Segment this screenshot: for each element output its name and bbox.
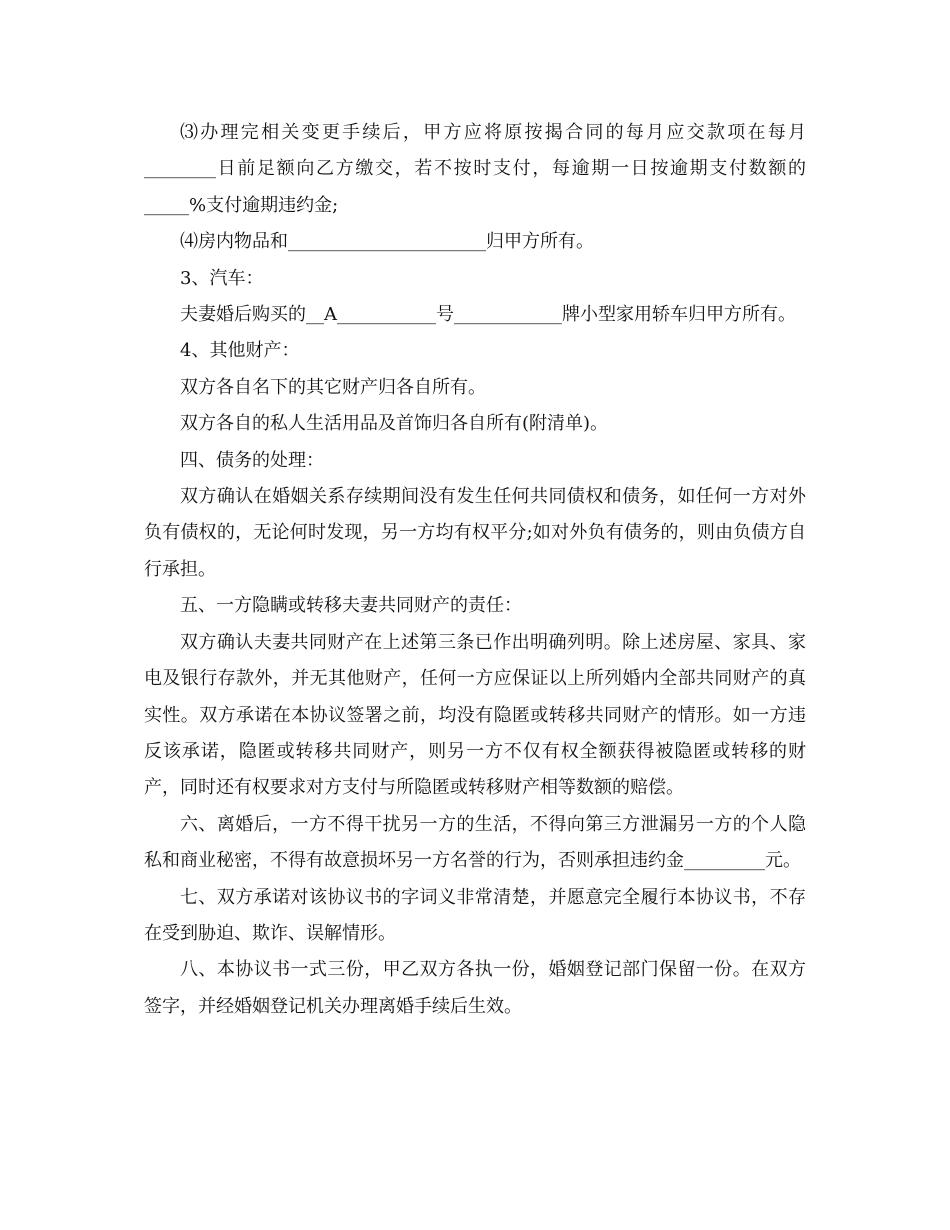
- document-body: [144, 115, 806, 1025]
- paragraph-concealment-clause: 双方确认夫妻共同财产在上述第三条已作出明确列明。除上述房屋、家具、家电及银行存款外，并无其他财产，任何一方应保证以上所列婚内全部共同财产的真实性。双方承诺在本协议签署之前，均没有隐匿或转移共同财产的情形。如一方违反该承诺，隐匿或转移共同财产，则另一方不仅有权全额获得被隐匿或转移的财产，同时还有权要求对方支付与所隐匿或转移财产相等数额的赔偿。: [144, 631, 806, 799]
- paragraph-other-property-heading: 4、其他财产：: [180, 340, 300, 362]
- paragraph-other-property-1: 双方各自名下的其它财产归各自所有。: [180, 376, 486, 398]
- paragraph-debt-heading: 四、债务的处理：: [180, 449, 324, 471]
- paragraph-payment-clause: ⑶办理完相关变更手续后，甲方应将原按揭合同的每月应交款项在每月________日前足额向乙方缴交，若不按时支付，每逾期一日按逾期支付数额的_____%支付逾期违约金;: [144, 122, 806, 216]
- paragraph-section-seven: 七、双方承诺对该协议书的字词义非常清楚，并愿意完全履行本协议书，不存在受到胁迫、欺诈、误解情形。: [144, 886, 806, 944]
- paragraph-other-property-2: 双方各自的私人生活用品及首饰归各自所有(附清单)。: [180, 413, 609, 435]
- paragraph-household-items: ⑷房内物品和______________________归甲方所有。: [180, 231, 594, 253]
- paragraph-car-ownership: 夫妻婚后购买的__A___________号____________牌小型家用轿车归甲方所有。: [180, 304, 796, 326]
- paragraph-section-six: 六、离婚后，一方不得干扰另一方的生活，不得向第三方泄漏另一方的个人隐私和商业秘密，不得有故意损坏另一方名誉的行为，否则承担违约金_________元。: [144, 813, 806, 872]
- paragraph-debt-clause: 双方确认在婚姻关系存续期间没有发生任何共同债权和债务，如任何一方对外负有债权的，无论何时发现，另一方均有权平分;如对外负有债务的，则由负债方自行承担。: [144, 486, 806, 580]
- paragraph-section-eight: 八、本协议书一式三份，甲乙双方各执一份，婚姻登记部门保留一份。在双方签字，并经婚姻登记机关办理离婚手续后生效。: [144, 959, 806, 1017]
- paragraph-car-heading: 3、汽车：: [180, 267, 264, 289]
- paragraph-concealment-heading: 五、一方隐瞒或转移夫妻共同财产的责任：: [180, 595, 522, 617]
